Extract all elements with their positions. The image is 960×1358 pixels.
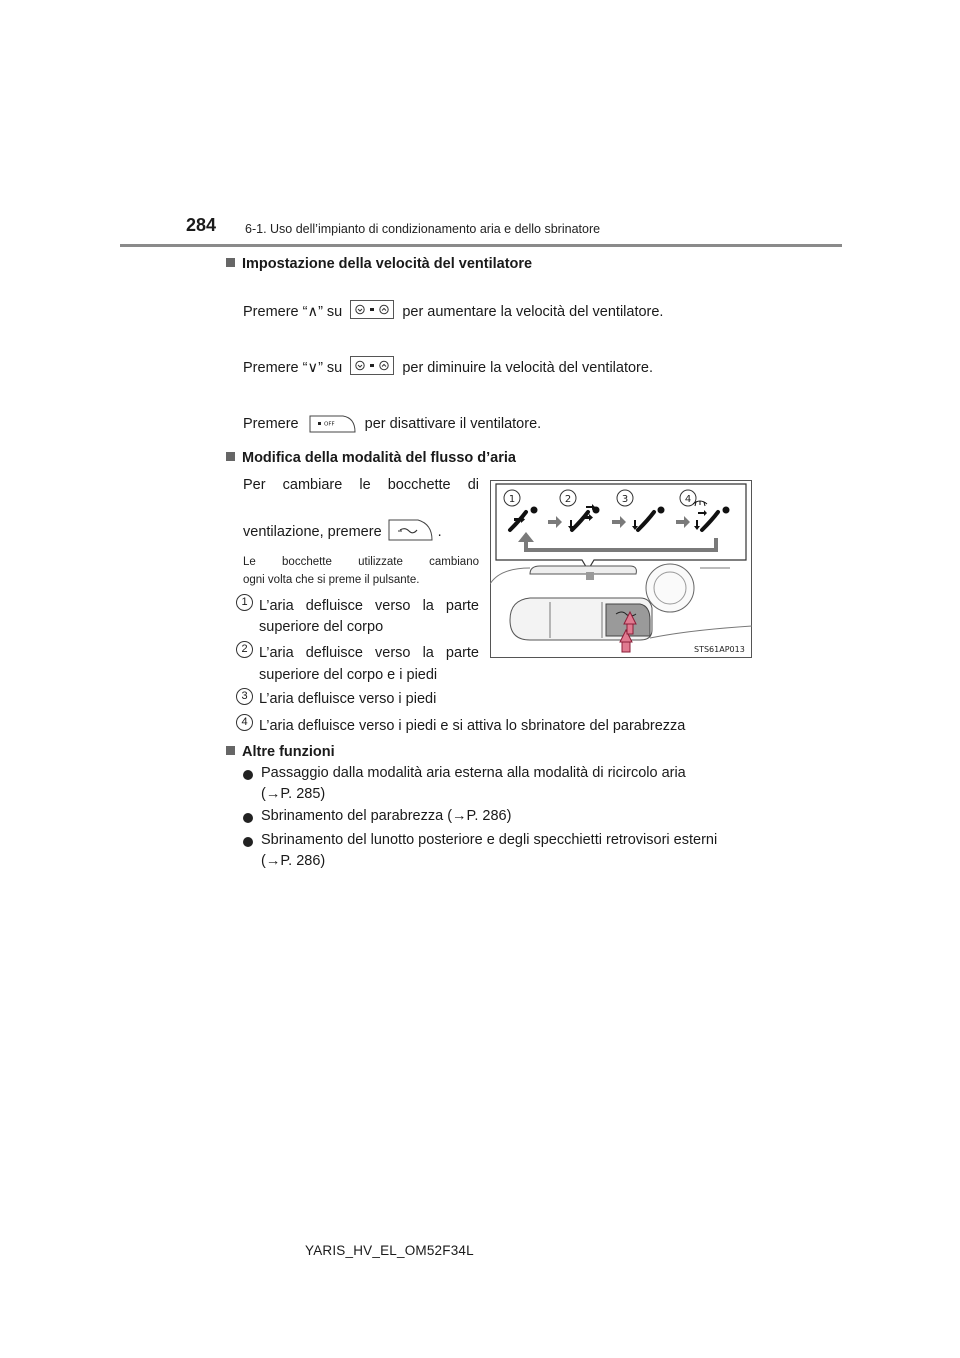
round-bullet-icon — [243, 813, 253, 823]
fan-off-button-icon — [307, 412, 357, 438]
mode-number-2: 2 — [564, 494, 572, 505]
other-item-2-line1[interactable]: Sbrinamento del parabrezza (→P. 286) — [261, 808, 512, 824]
item-3-line1: L’aria defluisce verso i piedi — [259, 691, 437, 707]
item-number-badge: 1 — [236, 594, 253, 611]
fan-speed-button-icon — [350, 356, 394, 375]
round-bullet-icon — [243, 770, 253, 780]
item-2-line2: superiore del corpo e i piedi — [259, 667, 438, 683]
item-1-line1: L’aria defluisce verso la parte — [259, 598, 479, 614]
item-4-line1: L’aria defluisce verso i piedi e si attiva lo sbrinatore del parabrezza — [259, 718, 686, 734]
round-bullet-icon — [243, 837, 253, 847]
airflow-mode-illustration — [490, 480, 752, 658]
header-divider — [120, 244, 842, 247]
item-number-badge: 2 — [236, 641, 253, 658]
airflow-intro-line2: ventilazione, premere . — [243, 516, 442, 546]
mode-number-4: 4 — [684, 494, 692, 505]
fan-increase-line: Premere “∧” su per aumentare la velocità del ventilatore. — [243, 300, 663, 320]
square-bullet-icon — [226, 452, 235, 461]
chapter-title: 6-1. Uso dell’impianto di condizionamento aria e dello sbrinatore — [245, 222, 601, 236]
svg-text:OFF: OFF — [323, 421, 335, 428]
square-bullet-icon — [226, 258, 235, 267]
document-code: YARIS_HV_EL_OM52F34L — [305, 1243, 474, 1258]
illustration-svg — [490, 480, 752, 658]
other-item-1-line2[interactable]: (→P. 285) — [261, 786, 326, 802]
square-bullet-icon — [226, 746, 235, 755]
fan-decrease-line: Premere “∨” su per diminuire la velocità del ventilatore. — [243, 356, 653, 376]
airflow-note-line1: Le bocchette utilizzate cambiano — [243, 556, 479, 568]
fan-speed-heading: Impostazione della velocità del ventilatore — [226, 256, 532, 272]
airflow-mode-button-icon — [386, 516, 434, 546]
item-1-line2: superiore del corpo — [259, 619, 384, 635]
item-2-line1: L’aria defluisce verso la parte — [259, 645, 479, 661]
figure-code: STS61AP013 — [694, 645, 745, 654]
airflow-intro-line1: Per cambiare le bocchette di — [243, 477, 479, 493]
other-item-1-line1: Passaggio dalla modalità aria esterna alla modalità di ricircolo aria — [261, 765, 686, 781]
other-item-3-line1: Sbrinamento del lunotto posteriore e degli specchietti retrovisori esterni — [261, 832, 718, 848]
other-item-3-line2[interactable]: (→P. 286) — [261, 853, 326, 869]
page-number: 284 — [186, 215, 217, 235]
item-number-badge: 4 — [236, 714, 253, 731]
fan-speed-button-icon — [350, 300, 394, 319]
other-functions-heading: Altre funzioni — [226, 744, 335, 760]
fan-off-line: Premere OFF per disattivare il ventilatore. — [243, 412, 541, 438]
mode-number-3: 3 — [621, 494, 629, 505]
item-number-badge: 3 — [236, 688, 253, 705]
airflow-heading: Modifica della modalità del flusso d’aria — [226, 450, 516, 466]
airflow-note-line2: ogni volta che si preme il pulsante. — [243, 574, 420, 586]
mode-number-1: 1 — [508, 494, 516, 505]
